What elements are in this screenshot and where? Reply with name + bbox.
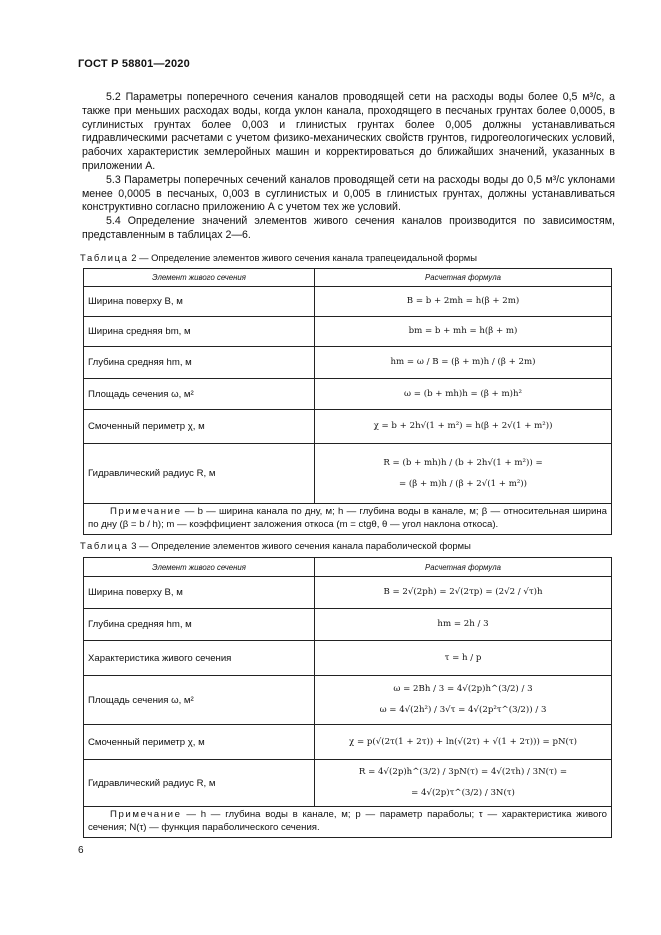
table3-element: Характеристика живого сечения — [84, 641, 315, 676]
table2-note — [84, 504, 612, 535]
table-row — [84, 609, 612, 641]
table-row — [84, 444, 612, 504]
table3-element: Ширина поверху B, м — [84, 577, 315, 609]
table2-note-text: — b — ширина канала по дну, м; h — глубина воды в канале, м; β — относительная ширина по дну (β = b / h); m — коэффициент заложения откоса (m = ctgθ, θ — угол наклона откоса). — [88, 506, 607, 530]
table2-caption-label: Таблица — [80, 252, 129, 263]
table2-formula: hm = ω / B = (β + m)h / (β + 2m) — [315, 347, 612, 379]
body-text — [82, 91, 615, 243]
table-row — [84, 347, 612, 379]
table2-element: Гидравлический радиус R, м — [84, 444, 315, 504]
table3-note — [84, 807, 612, 838]
table2-element: Ширина поверху B, м — [84, 287, 315, 317]
table2-col-element: Элемент живого сечения — [84, 269, 315, 287]
table3-caption-label: Таблица — [80, 540, 129, 551]
table3-formula: τ = h / p — [315, 641, 612, 676]
table3-note-label: Примечание — [110, 809, 182, 820]
table-row — [84, 725, 612, 760]
table3-col-element: Элемент живого сечения — [84, 558, 315, 577]
table2-formula: χ = b + 2h√(1 + m²) = h(β + 2√(1 + m²)) — [315, 410, 612, 444]
table-row — [84, 641, 612, 676]
table2-element: Ширина средняя bm, м — [84, 317, 315, 347]
table-row — [84, 577, 612, 609]
table2-col-formula: Расчетная формула — [315, 269, 612, 287]
table-row — [84, 676, 612, 725]
table2-element: Глубина средняя hm, м — [84, 347, 315, 379]
table-row — [84, 410, 612, 444]
table2 — [83, 268, 612, 535]
table2-element: Смоченный периметр χ, м — [84, 410, 315, 444]
table3-formula: R = 4√(2p)h^(3/2) / 3pN(τ) = 4√(2τh) / 3N(τ) = = 4√(2p)τ^(3/2) / 3N(τ) — [315, 760, 612, 807]
table2-note-label: Примечание — [110, 506, 182, 517]
table3-col-formula: Расчетная формула — [315, 558, 612, 577]
table2-formula: bm = b + mh = h(β + m) — [315, 317, 612, 347]
table3-caption-text: 3 — Определение элементов живого сечения канала параболической формы — [131, 540, 471, 551]
table3-element: Гидравлический радиус R, м — [84, 760, 315, 807]
table2-note-row — [84, 504, 612, 535]
table3-formula: B = 2√(2ph) = 2√(2τp) = (2√2 / √τ)h — [315, 577, 612, 609]
table2-formula: B = b + 2mh = h(β + 2m) — [315, 287, 612, 317]
table3 — [83, 557, 612, 838]
table3-element: Площадь сечения ω, м² — [84, 676, 315, 725]
table-row — [84, 379, 612, 410]
table2-formula: ω = (b + mh)h = (β + m)h² — [315, 379, 612, 410]
table2-formula: R = (b + mh)h / (b + 2h√(1 + m²)) = = (β + m)h / (β + 2√(1 + m²)) — [315, 444, 612, 504]
table-row — [84, 287, 612, 317]
paragraph-5-3: 5.3 Параметры поперечных сечений каналов проводящей сети на расходы воды до 0,5 м³/с уклонами менее 0,0005 в песчаных, 0,003 в суглинистых и 0,005 в глинистых грунтах, должны устанавливаться конструктивно согласно приложению А с учетом тех же условий. — [82, 173, 615, 214]
page-number: 6 — [78, 845, 84, 856]
table2-element: Площадь сечения ω, м² — [84, 379, 315, 410]
paragraph-5-2: 5.2 Параметры поперечного сечения каналов проводящей сети на расходы воды более 0,5 м³/с, а также при меньших расходах воды, когда уклон канала, проходящего в песчаных грунтах более 0,0005, в суглинистых грунтах более 0,003 и глинистых грунтах более 0,005 должны устанавливаться гидравлическими расчетами с учетом физико-механических свойств грунтов, гидрогеологических условий, рабочих характеристик землеройных машин и корректироваться до ближайших значений, указанных в приложении А. — [82, 91, 615, 172]
table2-caption-text: 2 — Определение элементов живого сечения канала трапецеидальной формы — [131, 252, 477, 263]
table3-formula: hm = 2h / 3 — [315, 609, 612, 641]
table3-note-text: — h — глубина воды в канале, м; p — параметр параболы; τ — характеристика живого сечения; N(τ) — функция параболического сечения. — [88, 809, 607, 833]
table3-element: Глубина средняя hm, м — [84, 609, 315, 641]
table3-element: Смоченный периметр χ, м — [84, 725, 315, 760]
table-row — [84, 317, 612, 347]
table3-caption — [80, 540, 471, 551]
table2-caption — [80, 252, 477, 263]
table3-formula: ω = 2Bh / 3 = 4√(2p)h^(3/2) / 3 ω = 4√(2h²) / 3√τ = 4√(2p²τ^(3/2)) / 3 — [315, 676, 612, 725]
document-header: ГОСТ Р 58801—2020 — [78, 58, 190, 70]
table3-formula: χ = p(√(2τ(1 + 2τ)) + ln(√(2τ) + √(1 + 2τ))) = pN(τ) — [315, 725, 612, 760]
paragraph-5-4: 5.4 Определение значений элементов живого сечения каналов производится по зависимостям, представленным в таблицах 2—6. — [82, 215, 615, 241]
table-row — [84, 760, 612, 807]
table3-note-row — [84, 807, 612, 838]
